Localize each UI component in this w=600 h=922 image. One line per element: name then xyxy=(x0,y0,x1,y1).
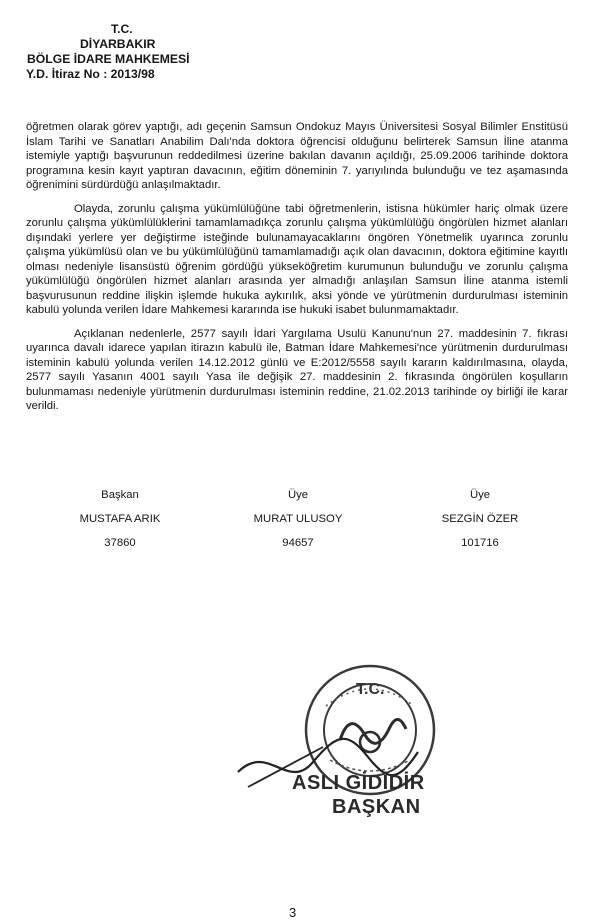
signatory-role: Başkan xyxy=(101,489,139,501)
signatory-name: MUSTAFA ARIK xyxy=(79,513,161,525)
signatory-role: Üye xyxy=(469,489,491,501)
signatory-number: 101716 xyxy=(461,537,499,549)
signatory-member-2 xyxy=(400,483,560,555)
document-header xyxy=(26,22,190,82)
stamp-title: BAŞKAN xyxy=(332,796,421,818)
decision-body xyxy=(26,120,568,423)
signatory-number: 94657 xyxy=(282,537,314,549)
header-docket-number: Y.D. İtiraz No : 2013/98 xyxy=(26,67,155,81)
paragraph-1: öğretmen olarak görev yaptığı, adı geçenin Samsun Ondokuz Mayıs Üniversitesi Sosyal Bilimler Enstitüsü İslam Tarihi ve Sanatları Anabilim Dalı'nda doktora öğrencisi olduğunu belirterek Samsun İline atanma istemiyle yaptığı başvurunun reddedilmesi üzerine bakılan davanın açıldığı, 25.09.2006 tarihinde doktora programına kesin kayıt yaptıran davacının, eğitim döneminin 7. yarıyılında bulunduğu ve tez aşamasında öğrenimini sürdürdüğü anlaşılmaktadır. xyxy=(26,121,568,191)
header-city: DİYARBAKIR xyxy=(80,37,156,51)
signatory-number: 37860 xyxy=(104,537,136,549)
page-number: 3 xyxy=(289,905,297,920)
signatory-chair xyxy=(40,483,200,555)
header-court: BÖLGE İDARE MAHKEMESİ xyxy=(27,52,190,66)
seal-text: T.C. xyxy=(356,681,385,698)
paragraph-2: Olayda, zorunlu çalışma yükümlülüğüne tabi öğretmenlerin, istisna hükümler hariç olmak üzere zorunlu çalışma yükümlülüklerini tamamlamadıkça zorunlu çalışma yükümlülüğü öngörülen hizmet alanları dışındaki yerlere yer değiştirme isteğinde bulunamayacaklarını öngören Yönetmelik uyarınca zorunlu çalışma yükümlüsü olan ve bu yükümlülüğünü tamamlamadığı açık olan davacının, doktora eğitimine kayıtlı olması nedeniyle lisansüstü öğrenim gördüğü yükseköğretim kurumunun bulunduğu ve zorunlu çalışma yükümlülüğü öngörülen hizmet alanları arasında yer almadığı anlaşılan Samsun İline atanma istemli başvurusunun reddine ilişkin işlemde hukuka aykırılık, aksi yönde ve yürütmenin durdurulması isteminin kabulü yolunda verilen İdare Mahkemesi kararında ise hukuki isabet bulunmamaktadır. xyxy=(26,202,568,316)
stamp-name: ASLI GİDİDİR xyxy=(292,772,425,794)
signatory-name: SEZGİN ÖZER xyxy=(441,513,519,525)
paragraph-3: Açıklanan nedenlerle, 2577 sayılı İdari Yargılama Usulü Kanunu'nun 27. maddesinin 7. fıkrası uyarınca davalı idarece yapılan itirazın kabulü ile, Batman İdare Mahkemesi'nce yürütmenin durdurulması isteminin kabulü yolunda verilen 14.12.2012 günlü ve E:2012/5558 sayılı kararın kaldırılmasına, olayda, 2577 sayılı Yasanın 4001 sayılı Yasa ile değişik 27. maddesinin 2. fıkrasında öngörülen koşulların bulunmaması nedeniyle yürütmenin durdurulması isteminin reddine, 21.02.2013 tarihinde oy birliği ile karar verildi. xyxy=(26,327,568,412)
signatory-role: Üye xyxy=(287,489,309,501)
signatory-name: MURAT ULUSOY xyxy=(253,513,343,525)
signatory-member-1 xyxy=(218,483,378,555)
header-tc: T.C. xyxy=(111,22,133,36)
